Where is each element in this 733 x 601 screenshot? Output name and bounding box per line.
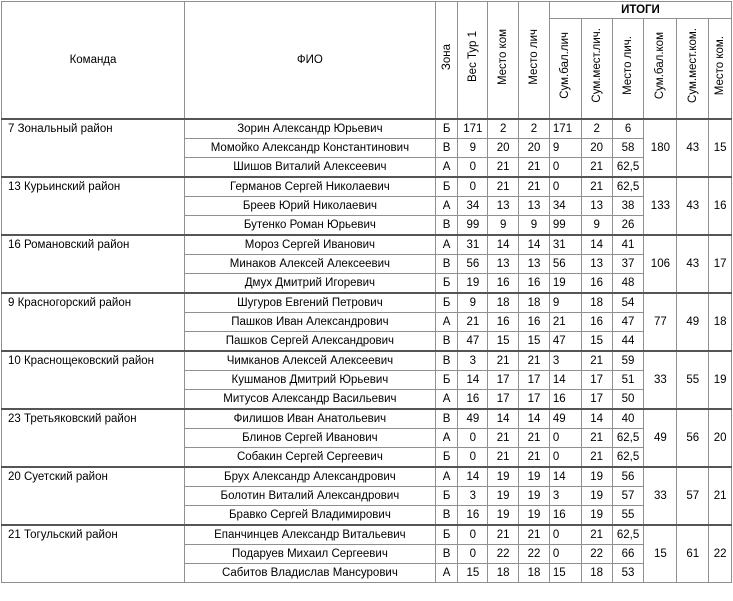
mesto-kom-cell: 17 bbox=[488, 370, 519, 389]
mesto-lich2-cell: 48 bbox=[612, 273, 644, 293]
table-row bbox=[2, 119, 732, 139]
mesto-kom-cell: 21 bbox=[488, 525, 519, 545]
sum-bal-lich-cell: 0 bbox=[549, 428, 581, 447]
zona-cell: Б bbox=[435, 525, 458, 545]
column-header-sum-bal-kom: Сум.бал.ком bbox=[644, 19, 677, 119]
sum-bal-lich-cell: 9 bbox=[549, 138, 581, 157]
mesto-lich-cell: 18 bbox=[519, 563, 550, 582]
sum-mest-lich-cell: 13 bbox=[581, 254, 612, 273]
mesto-lich2-cell: 56 bbox=[612, 467, 644, 487]
sum-bal-lich-cell: 14 bbox=[549, 467, 581, 487]
mesto-kom-cell: 18 bbox=[488, 563, 519, 582]
zona-cell: А bbox=[435, 235, 458, 255]
mesto-kom2-cell: 16 bbox=[709, 177, 732, 235]
mesto-lich2-cell: 44 bbox=[612, 331, 644, 351]
fio-cell: Дмух Дмитрий Игоревич bbox=[184, 273, 435, 293]
mesto-kom-cell: 19 bbox=[488, 486, 519, 505]
zona-cell: А bbox=[435, 467, 458, 487]
mesto-lich2-cell: 66 bbox=[612, 544, 644, 563]
mesto-kom-cell: 16 bbox=[488, 312, 519, 331]
ves-cell: 14 bbox=[458, 370, 488, 389]
sum-bal-lich-cell: 0 bbox=[549, 447, 581, 467]
column-header-fio: ФИО bbox=[184, 2, 435, 119]
ves-cell: 3 bbox=[458, 351, 488, 371]
mesto-lich-cell: 17 bbox=[519, 370, 550, 389]
ves-cell: 49 bbox=[458, 409, 488, 429]
mesto-lich2-cell: 51 bbox=[612, 370, 644, 389]
mesto-kom-cell: 14 bbox=[488, 235, 519, 255]
sum-mest-kom-cell: 43 bbox=[677, 235, 709, 293]
sum-bal-lich-cell: 0 bbox=[549, 544, 581, 563]
mesto-kom2-cell: 15 bbox=[709, 119, 732, 177]
sum-bal-kom-cell: 133 bbox=[644, 177, 677, 235]
sum-bal-lich-cell: 56 bbox=[549, 254, 581, 273]
mesto-lich2-cell: 50 bbox=[612, 389, 644, 409]
ves-cell: 3 bbox=[458, 486, 488, 505]
sum-mest-lich-cell: 22 bbox=[581, 544, 612, 563]
column-header-team: Команда bbox=[2, 2, 185, 119]
mesto-kom-cell: 2 bbox=[488, 119, 519, 139]
mesto-kom-cell: 21 bbox=[488, 157, 519, 177]
sum-mest-kom-cell: 61 bbox=[677, 525, 709, 583]
sum-mest-kom-cell: 43 bbox=[677, 119, 709, 177]
mesto-lich-cell: 16 bbox=[519, 312, 550, 331]
column-header-zona: Зона bbox=[435, 2, 458, 119]
sum-mest-kom-cell: 56 bbox=[677, 409, 709, 467]
sum-mest-lich-cell: 21 bbox=[581, 157, 612, 177]
sum-bal-lich-cell: 171 bbox=[549, 119, 581, 139]
sum-bal-lich-cell: 16 bbox=[549, 505, 581, 525]
mesto-lich-cell: 15 bbox=[519, 331, 550, 351]
zona-cell: В bbox=[435, 215, 458, 235]
sum-bal-lich-cell: 47 bbox=[549, 331, 581, 351]
ves-cell: 47 bbox=[458, 331, 488, 351]
sum-mest-lich-cell: 19 bbox=[581, 486, 612, 505]
sum-bal-kom-cell: 15 bbox=[644, 525, 677, 583]
team-name-cell: 7 Зональный район bbox=[2, 119, 185, 177]
sum-mest-lich-cell: 21 bbox=[581, 447, 612, 467]
fio-cell: Бравко Сергей Владимирович bbox=[184, 505, 435, 525]
zona-cell: А bbox=[435, 563, 458, 582]
mesto-lich-cell: 19 bbox=[519, 467, 550, 487]
zona-cell: Б bbox=[435, 486, 458, 505]
ves-cell: 0 bbox=[458, 525, 488, 545]
fio-cell: Пашков Иван Александрович bbox=[184, 312, 435, 331]
mesto-lich-cell: 17 bbox=[519, 389, 550, 409]
sum-bal-lich-cell: 9 bbox=[549, 293, 581, 313]
mesto-lich2-cell: 40 bbox=[612, 409, 644, 429]
sum-bal-kom-cell: 33 bbox=[644, 467, 677, 525]
sum-bal-lich-cell: 31 bbox=[549, 235, 581, 255]
fio-cell: Собакин Сергей Сергеевич bbox=[184, 447, 435, 467]
mesto-lich-cell: 18 bbox=[519, 293, 550, 313]
ves-cell: 9 bbox=[458, 138, 488, 157]
ves-cell: 0 bbox=[458, 447, 488, 467]
mesto-lich-cell: 21 bbox=[519, 447, 550, 467]
ves-cell: 9 bbox=[458, 293, 488, 313]
zona-cell: Б bbox=[435, 177, 458, 197]
ves-cell: 16 bbox=[458, 389, 488, 409]
zona-cell: В bbox=[435, 331, 458, 351]
fio-cell: Бутенко Роман Юрьевич bbox=[184, 215, 435, 235]
zona-cell: Б bbox=[435, 447, 458, 467]
table-row bbox=[2, 409, 732, 429]
mesto-lich2-cell: 54 bbox=[612, 293, 644, 313]
zona-cell: В bbox=[435, 351, 458, 371]
mesto-lich-cell: 9 bbox=[519, 215, 550, 235]
column-header-ves-tur1: Вес Тур 1 bbox=[458, 2, 488, 119]
mesto-kom-cell: 13 bbox=[488, 254, 519, 273]
sum-mest-lich-cell: 13 bbox=[581, 196, 612, 215]
sum-bal-lich-cell: 15 bbox=[549, 563, 581, 582]
table-row bbox=[2, 351, 732, 371]
sum-bal-lich-cell: 49 bbox=[549, 409, 581, 429]
mesto-lich2-cell: 62,5 bbox=[612, 157, 644, 177]
mesto-kom-cell: 13 bbox=[488, 196, 519, 215]
sum-bal-lich-cell: 21 bbox=[549, 312, 581, 331]
zona-cell: Б bbox=[435, 370, 458, 389]
mesto-kom-cell: 17 bbox=[488, 389, 519, 409]
mesto-lich2-cell: 47 bbox=[612, 312, 644, 331]
mesto-lich2-cell: 62,5 bbox=[612, 525, 644, 545]
fio-cell: Минаков Алексей Алексеевич bbox=[184, 254, 435, 273]
mesto-kom2-cell: 18 bbox=[709, 293, 732, 351]
zona-cell: А bbox=[435, 428, 458, 447]
sum-mest-lich-cell: 18 bbox=[581, 563, 612, 582]
team-name-cell: 13 Курьинский район bbox=[2, 177, 185, 235]
mesto-lich-cell: 16 bbox=[519, 273, 550, 293]
sum-mest-lich-cell: 16 bbox=[581, 312, 612, 331]
table-row bbox=[2, 467, 732, 487]
zona-cell: А bbox=[435, 196, 458, 215]
column-group-itogi: ИТОГИ bbox=[549, 2, 731, 19]
column-header-mesto-lich: Место лич bbox=[519, 2, 550, 119]
table-header bbox=[2, 2, 732, 119]
mesto-lich2-cell: 55 bbox=[612, 505, 644, 525]
fio-cell: Болотин Виталий Александрович bbox=[184, 486, 435, 505]
zona-cell: В bbox=[435, 505, 458, 525]
mesto-kom2-cell: 21 bbox=[709, 467, 732, 525]
mesto-kom-cell: 22 bbox=[488, 544, 519, 563]
mesto-kom-cell: 21 bbox=[488, 428, 519, 447]
mesto-lich2-cell: 62,5 bbox=[612, 428, 644, 447]
team-name-cell: 16 Романовский район bbox=[2, 235, 185, 293]
fio-cell: Митусов Александр Васильевич bbox=[184, 389, 435, 409]
fio-cell: Бреев Юрий Николаевич bbox=[184, 196, 435, 215]
sum-mest-lich-cell: 15 bbox=[581, 331, 612, 351]
fio-cell: Момойко Александр Константинович bbox=[184, 138, 435, 157]
column-header-sum-mest-lich: Сум.мест.лич. bbox=[581, 19, 612, 119]
fio-cell: Германов Сергей Николаевич bbox=[184, 177, 435, 197]
zona-cell: Б bbox=[435, 119, 458, 139]
fio-cell: Блинов Сергей Иванович bbox=[184, 428, 435, 447]
mesto-lich-cell: 21 bbox=[519, 428, 550, 447]
mesto-lich-cell: 14 bbox=[519, 235, 550, 255]
zona-cell: А bbox=[435, 157, 458, 177]
column-header-sum-mest-kom: Сум.мест.ком. bbox=[677, 19, 709, 119]
mesto-lich-cell: 13 bbox=[519, 196, 550, 215]
ves-cell: 14 bbox=[458, 467, 488, 487]
sum-mest-lich-cell: 20 bbox=[581, 138, 612, 157]
zona-cell: Б bbox=[435, 273, 458, 293]
ves-cell: 31 bbox=[458, 235, 488, 255]
sum-mest-kom-cell: 43 bbox=[677, 177, 709, 235]
sum-mest-kom-cell: 49 bbox=[677, 293, 709, 351]
sum-mest-lich-cell: 19 bbox=[581, 467, 612, 487]
ves-cell: 15 bbox=[458, 563, 488, 582]
mesto-lich-cell: 14 bbox=[519, 409, 550, 429]
sum-mest-lich-cell: 21 bbox=[581, 177, 612, 197]
sum-mest-lich-cell: 14 bbox=[581, 409, 612, 429]
mesto-kom-cell: 20 bbox=[488, 138, 519, 157]
team-name-cell: 9 Красногорский район bbox=[2, 293, 185, 351]
column-header-mesto-lich2: Место лич. bbox=[612, 19, 644, 119]
sum-bal-lich-cell: 34 bbox=[549, 196, 581, 215]
mesto-lich2-cell: 6 bbox=[612, 119, 644, 139]
mesto-lich-cell: 21 bbox=[519, 157, 550, 177]
results-table bbox=[1, 1, 732, 583]
fio-cell: Брух Александр Александрович bbox=[184, 467, 435, 487]
sum-mest-lich-cell: 9 bbox=[581, 215, 612, 235]
zona-cell: А bbox=[435, 312, 458, 331]
mesto-lich-cell: 20 bbox=[519, 138, 550, 157]
team-name-cell: 20 Суетский район bbox=[2, 467, 185, 525]
ves-cell: 0 bbox=[458, 544, 488, 563]
mesto-kom-cell: 9 bbox=[488, 215, 519, 235]
ves-cell: 19 bbox=[458, 273, 488, 293]
mesto-lich2-cell: 62,5 bbox=[612, 177, 644, 197]
mesto-lich-cell: 21 bbox=[519, 177, 550, 197]
mesto-lich-cell: 19 bbox=[519, 486, 550, 505]
mesto-kom-cell: 18 bbox=[488, 293, 519, 313]
fio-cell: Кушманов Дмитрий Юрьевич bbox=[184, 370, 435, 389]
mesto-kom-cell: 19 bbox=[488, 467, 519, 487]
table-row bbox=[2, 235, 732, 255]
ves-cell: 0 bbox=[458, 177, 488, 197]
sum-bal-lich-cell: 3 bbox=[549, 351, 581, 371]
ves-cell: 34 bbox=[458, 196, 488, 215]
sum-mest-lich-cell: 17 bbox=[581, 389, 612, 409]
zona-cell: В bbox=[435, 138, 458, 157]
table-row bbox=[2, 293, 732, 313]
ves-cell: 16 bbox=[458, 505, 488, 525]
mesto-lich2-cell: 59 bbox=[612, 351, 644, 371]
zona-cell: Б bbox=[435, 293, 458, 313]
mesto-lich-cell: 13 bbox=[519, 254, 550, 273]
mesto-lich-cell: 21 bbox=[519, 525, 550, 545]
sum-bal-kom-cell: 180 bbox=[644, 119, 677, 177]
sum-bal-lich-cell: 14 bbox=[549, 370, 581, 389]
sum-mest-lich-cell: 21 bbox=[581, 428, 612, 447]
sum-bal-kom-cell: 106 bbox=[644, 235, 677, 293]
table-row bbox=[2, 177, 732, 197]
mesto-lich2-cell: 57 bbox=[612, 486, 644, 505]
fio-cell: Сабитов Владислав Мансурович bbox=[184, 563, 435, 582]
mesto-lich-cell: 22 bbox=[519, 544, 550, 563]
table-row bbox=[2, 525, 732, 545]
mesto-lich2-cell: 58 bbox=[612, 138, 644, 157]
mesto-lich-cell: 2 bbox=[519, 119, 550, 139]
ves-cell: 56 bbox=[458, 254, 488, 273]
sum-mest-lich-cell: 21 bbox=[581, 351, 612, 371]
fio-cell: Епанчинцев Александр Витальевич bbox=[184, 525, 435, 545]
mesto-kom-cell: 15 bbox=[488, 331, 519, 351]
fio-cell: Подаруев Михаил Сергеевич bbox=[184, 544, 435, 563]
mesto-kom-cell: 19 bbox=[488, 505, 519, 525]
mesto-lich2-cell: 41 bbox=[612, 235, 644, 255]
mesto-kom2-cell: 20 bbox=[709, 409, 732, 467]
sum-bal-lich-cell: 16 bbox=[549, 389, 581, 409]
fio-cell: Зорин Александр Юрьевич bbox=[184, 119, 435, 139]
mesto-kom-cell: 16 bbox=[488, 273, 519, 293]
fio-cell: Чимканов Алексей Алексеевич bbox=[184, 351, 435, 371]
team-name-cell: 23 Третьяковский район bbox=[2, 409, 185, 467]
sum-bal-lich-cell: 19 bbox=[549, 273, 581, 293]
sum-mest-lich-cell: 17 bbox=[581, 370, 612, 389]
mesto-lich-cell: 21 bbox=[519, 351, 550, 371]
mesto-kom2-cell: 22 bbox=[709, 525, 732, 583]
sum-bal-lich-cell: 0 bbox=[549, 177, 581, 197]
zona-cell: В bbox=[435, 254, 458, 273]
sum-bal-kom-cell: 49 bbox=[644, 409, 677, 467]
mesto-lich2-cell: 53 bbox=[612, 563, 644, 582]
ves-cell: 99 bbox=[458, 215, 488, 235]
ves-cell: 0 bbox=[458, 157, 488, 177]
sum-bal-lich-cell: 3 bbox=[549, 486, 581, 505]
mesto-kom2-cell: 19 bbox=[709, 351, 732, 409]
mesto-kom-cell: 21 bbox=[488, 447, 519, 467]
fio-cell: Шишов Виталий Алексеевич bbox=[184, 157, 435, 177]
zona-cell: А bbox=[435, 389, 458, 409]
sum-mest-kom-cell: 57 bbox=[677, 467, 709, 525]
sum-mest-lich-cell: 18 bbox=[581, 293, 612, 313]
sum-mest-lich-cell: 21 bbox=[581, 525, 612, 545]
fio-cell: Шугуров Евгений Петрович bbox=[184, 293, 435, 313]
mesto-lich2-cell: 38 bbox=[612, 196, 644, 215]
mesto-kom-cell: 21 bbox=[488, 177, 519, 197]
sum-bal-kom-cell: 77 bbox=[644, 293, 677, 351]
sum-bal-kom-cell: 33 bbox=[644, 351, 677, 409]
mesto-lich2-cell: 26 bbox=[612, 215, 644, 235]
ves-cell: 171 bbox=[458, 119, 488, 139]
team-name-cell: 21 Тогульский район bbox=[2, 525, 185, 583]
column-header-mesto-kom: Место ком bbox=[488, 2, 519, 119]
sum-bal-lich-cell: 99 bbox=[549, 215, 581, 235]
sum-mest-lich-cell: 16 bbox=[581, 273, 612, 293]
sum-mest-kom-cell: 55 bbox=[677, 351, 709, 409]
mesto-lich2-cell: 37 bbox=[612, 254, 644, 273]
fio-cell: Пашков Сергей Александрович bbox=[184, 331, 435, 351]
mesto-kom2-cell: 17 bbox=[709, 235, 732, 293]
sum-mest-lich-cell: 14 bbox=[581, 235, 612, 255]
sum-bal-lich-cell: 0 bbox=[549, 525, 581, 545]
table-body bbox=[2, 119, 732, 583]
ves-cell: 0 bbox=[458, 428, 488, 447]
fio-cell: Филишов Иван Анатольевич bbox=[184, 409, 435, 429]
sum-mest-lich-cell: 19 bbox=[581, 505, 612, 525]
fio-cell: Мороз Сергей Иванович bbox=[184, 235, 435, 255]
sum-bal-lich-cell: 0 bbox=[549, 157, 581, 177]
mesto-kom-cell: 21 bbox=[488, 351, 519, 371]
column-header-mesto-kom2: Место ком. bbox=[709, 19, 732, 119]
mesto-kom-cell: 14 bbox=[488, 409, 519, 429]
zona-cell: В bbox=[435, 409, 458, 429]
ves-cell: 21 bbox=[458, 312, 488, 331]
team-name-cell: 10 Краснощековский район bbox=[2, 351, 185, 409]
mesto-lich2-cell: 62,5 bbox=[612, 447, 644, 467]
sum-mest-lich-cell: 2 bbox=[581, 119, 612, 139]
mesto-lich-cell: 19 bbox=[519, 505, 550, 525]
column-header-sum-bal-lich: Сум.бал.лич bbox=[549, 19, 581, 119]
zona-cell: В bbox=[435, 544, 458, 563]
